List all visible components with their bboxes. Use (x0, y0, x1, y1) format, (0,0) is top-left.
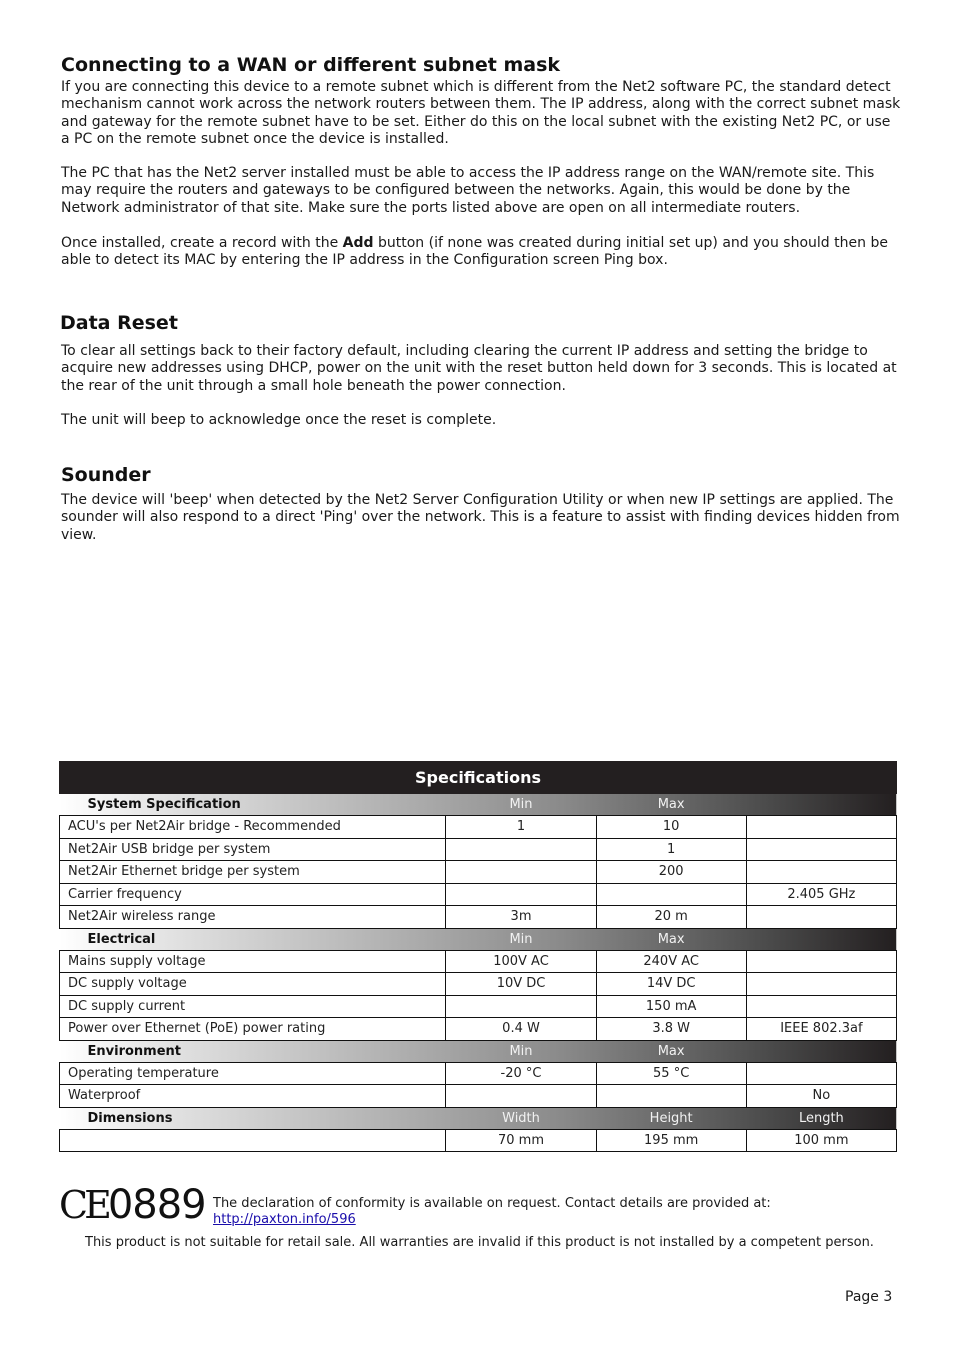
cell-min (446, 995, 596, 1018)
cell-min: -20 °C (446, 1062, 596, 1085)
ce-number: 0889 (107, 1182, 206, 1228)
col-header-max: Max (657, 1043, 685, 1059)
cell-extra (746, 838, 896, 861)
col-header-height: Height (649, 1110, 693, 1126)
cell-max: 10 (596, 816, 746, 839)
spec-title-row (60, 762, 897, 794)
section-name: Environment (87, 1043, 181, 1059)
cell-min: 3m (446, 906, 596, 929)
sounder-paragraph: The device will 'beep' when detected by the Net2 Server Configuration Utility or when new IP settings are applied. The sounder will also respond to a direct 'Ping' over the network. This is a feature to assist with finding devices hidden from view. (61, 492, 900, 543)
wan-p3-text-b: button (if none was created during initial set up) and you should then be able to detect its MAC by entering the IP address in the Configuration screen Ping box. (61, 235, 888, 269)
row-label: Net2Air USB bridge per system (60, 838, 446, 861)
section-header-dimensions (60, 1107, 897, 1129)
wan-heading: Connecting to a WAN or different subnet mask (61, 54, 561, 76)
row-label: Net2Air wireless range (60, 906, 446, 929)
cell-max (596, 1085, 746, 1108)
cell-max: 1 (596, 838, 746, 861)
cell-extra (746, 950, 896, 973)
table-row (60, 1018, 897, 1041)
section-name: Dimensions (87, 1110, 173, 1126)
wan-paragraph-1: If you are connecting this device to a remote subnet which is different from the Net2 software PC, the standard detect mechanism cannot work across the network routers between them. The IP address, along with the correct subnet mask and gateway for the remote subnet have to be set. Either do this on the local subnet with the existing Net2 PC, or use a PC on the remote subnet once the device is installed. (61, 79, 901, 148)
wan-paragraph-2: The PC that has the Net2 server installed must be able to access the IP address range on the WAN/remote site. This may require the routers and gateways to be configured between the networks. Again, this would be done by the Network administrator of that site. Make sure the ports listed above are open on all intermediate routers. (61, 165, 875, 216)
row-label: DC supply current (60, 995, 446, 1018)
declaration-text: The declaration of conformity is available on request. Contact details are provided at: (213, 1196, 771, 1211)
ce-symbol: CE (59, 1183, 108, 1227)
cell-max: 240V AC (596, 950, 746, 973)
section-name: Electrical (87, 931, 156, 947)
cell-extra (746, 1062, 896, 1085)
cell-min (446, 861, 596, 884)
table-row (60, 883, 897, 906)
cell-extra: 2.405 GHz (746, 883, 896, 906)
col-header-min: Min (509, 1043, 533, 1059)
reset-paragraph-2: The unit will beep to acknowledge once the reset is complete. (61, 412, 497, 428)
cell-min: 1 (446, 816, 596, 839)
cell-max: 200 (596, 861, 746, 884)
table-row (60, 861, 897, 884)
table-row (60, 906, 897, 929)
cell-extra (746, 995, 896, 1018)
table-row (60, 838, 897, 861)
row-label: Mains supply voltage (60, 950, 446, 973)
cell-height: 195 mm (596, 1129, 746, 1152)
cell-length: 100 mm (746, 1129, 896, 1152)
cell-min (446, 883, 596, 906)
row-label: DC supply voltage (60, 973, 446, 996)
col-header-blank (746, 794, 896, 816)
section-header-system (60, 794, 897, 816)
cell-width: 70 mm (446, 1129, 596, 1152)
row-label: ACU's per Net2Air bridge - Recommended (60, 816, 446, 839)
col-header-width: Width (502, 1110, 540, 1126)
row-label: Operating temperature (60, 1062, 446, 1085)
cell-max (596, 883, 746, 906)
row-label: Net2Air Ethernet bridge per system (60, 861, 446, 884)
col-header-min: Min (509, 931, 533, 947)
page-number: Page 3 (845, 1289, 893, 1305)
cell-max: 20 m (596, 906, 746, 929)
table-row (60, 973, 897, 996)
table-row (60, 995, 897, 1018)
cell-extra (746, 816, 896, 839)
cell-min (446, 838, 596, 861)
ce-mark-logo (59, 1183, 206, 1227)
wan-paragraph-3 (61, 235, 903, 270)
col-header-length: Length (798, 1110, 844, 1126)
section-header-environment (60, 1040, 897, 1062)
cell-min: 100V AC (446, 950, 596, 973)
section-name: System Specification (87, 797, 241, 812)
sounder-heading: Sounder (61, 464, 151, 486)
section-header-electrical (60, 928, 897, 950)
cell-max: 3.8 W (596, 1018, 746, 1041)
cell-min (446, 1085, 596, 1108)
row-label: Carrier frequency (60, 883, 446, 906)
cell-extra: No (746, 1085, 896, 1108)
table-row (60, 950, 897, 973)
col-header-blank (746, 1040, 896, 1062)
cell-extra: IEEE 802.3af (746, 1018, 896, 1041)
cell-min: 0.4 W (446, 1018, 596, 1041)
paxton-link[interactable]: http://paxton.info/596 (213, 1212, 356, 1227)
row-label (60, 1129, 446, 1152)
wan-p3-text-a: Once installed, create a record with the (61, 235, 343, 251)
table-row (60, 1062, 897, 1085)
data-reset-heading: Data Reset (60, 312, 178, 334)
cell-extra (746, 973, 896, 996)
cell-min: 10V DC (446, 973, 596, 996)
cell-max: 55 °C (596, 1062, 746, 1085)
add-button-reference: Add (342, 235, 374, 251)
row-label: Power over Ethernet (PoE) power rating (60, 1018, 446, 1041)
row-label: Waterproof (60, 1085, 446, 1108)
declaration-block (213, 1196, 771, 1228)
reset-paragraph-1: To clear all settings back to their factory default, including clearing the current IP address and setting the bridge to acquire new addresses using DHCP, power on the unit with the reset button held down for 3 seconds. This is located at the rear of the unit through a small hole beneath the power connection. (61, 343, 897, 394)
cell-max: 150 mA (596, 995, 746, 1018)
col-header-min: Min (509, 797, 533, 812)
table-row (60, 1085, 897, 1108)
specifications-table (59, 761, 897, 1152)
spec-title: Specifications (60, 762, 897, 794)
retail-disclaimer: This product is not suitable for retail sale. All warranties are invalid if this product is not installed by a competent person. (85, 1235, 874, 1250)
col-header-max: Max (657, 797, 685, 812)
cell-extra (746, 906, 896, 929)
table-row (60, 1129, 897, 1152)
col-header-blank (746, 928, 896, 950)
table-row (60, 816, 897, 839)
cell-extra (746, 861, 896, 884)
col-header-max: Max (657, 931, 685, 947)
cell-max: 14V DC (596, 973, 746, 996)
